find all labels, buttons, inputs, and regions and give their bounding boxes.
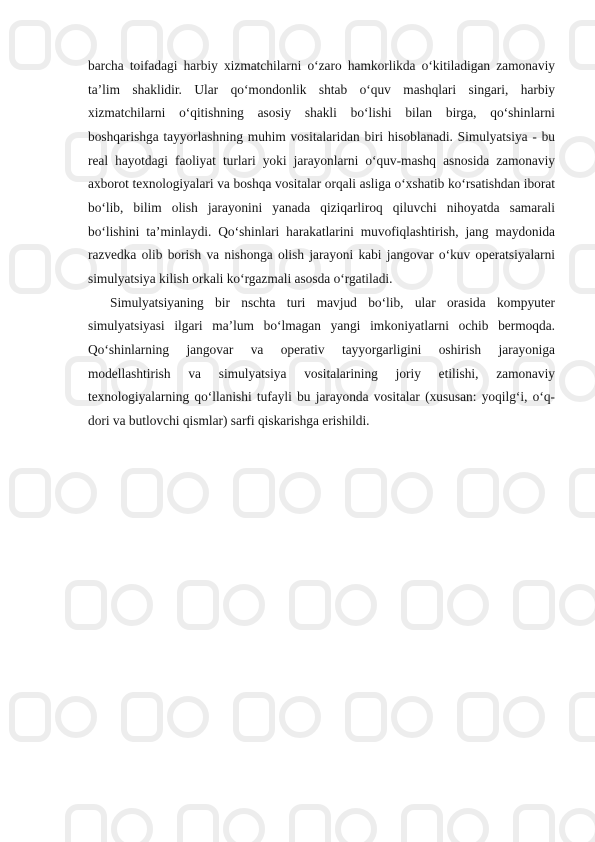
paragraph-2: Simulyatsiyaning bir nschta turi mavjud bo‘lib, ular orasida kompyuter simulyatsiyasi ilgari ma’lum bo‘lmagan yangi imkoniyatlarni ochib bermoqda. Qo‘shinlarning jangovar va operativ tayyorgarligini oshirish jarayoniga modellashtirish va simulyatsiya vositalarining joriy etilishi, zamonaviy texnologiyalarning qo‘llanishi tufayli bu jarayonda vositalar (xususan: yoqilg‘i, o‘q-dori va butlovchi qismlar) sarfi qiskarishga erishildi.	[88, 294, 555, 428]
body-text	[88, 54, 555, 433]
watermark-mark	[12, 247, 94, 291]
watermark-mark	[572, 247, 595, 291]
watermark-mark	[572, 695, 595, 739]
watermark-mark	[572, 23, 595, 67]
watermark-mark	[124, 695, 206, 739]
watermark-mark	[460, 471, 542, 515]
watermark-mark	[180, 807, 262, 842]
watermark-mark	[12, 471, 94, 515]
watermark-mark	[12, 23, 94, 67]
watermark-mark	[12, 695, 94, 739]
watermark-mark	[236, 471, 318, 515]
watermark-mark	[180, 583, 262, 627]
watermark-mark	[404, 583, 486, 627]
watermark-mark	[516, 583, 595, 627]
watermark-mark	[348, 471, 430, 515]
paragraph-1: barcha toifadagi harbiy xizmatchilarni o‘zaro hamkorlikda o‘kitiladigan zamonaviy ta’lim shaklidir. Ular qo‘mondonlik shtab o‘quv mashqlari singari, harbiy xizmatchilarni o‘qitishning asosiy shakli bo‘lishi bilan birga, qo‘shinlarni boshqarishga tayyorlashning muhim vositalaridan biri hisoblanadi. Simulyatsiya - bu real hayotdagi faoliyat turlari yoki jarayonlarni o‘quv-mashq asnosida zamonaviy axborot texnologiyalari va boshqa vositalar orqali asliga o‘xshatib ko‘rsatishdan iborat bo‘lib, bilim olish jarayonini yanada qiziqarliroq qiluvchi nihoyatda samarali bo‘lishini ta’minlaydi. Qo‘shinlari harakatlarini muvofiqlashtirish, jang maydonida razvedka olib borish va nishonga olish jarayoni kabi jangovar o‘kuv operatsiyalarni simulyatsiya kilish orkali ko‘rgazmali asosda o‘rgatiladi.	[88, 58, 555, 286]
watermark-mark	[404, 807, 486, 842]
watermark-mark	[292, 583, 374, 627]
watermark-mark	[68, 583, 150, 627]
watermark-mark	[516, 807, 595, 842]
watermark-mark	[572, 471, 595, 515]
watermark-mark	[460, 695, 542, 739]
watermark-mark	[348, 695, 430, 739]
watermark-mark	[68, 807, 150, 842]
watermark-mark	[292, 807, 374, 842]
watermark-mark	[236, 695, 318, 739]
watermark-mark	[124, 471, 206, 515]
